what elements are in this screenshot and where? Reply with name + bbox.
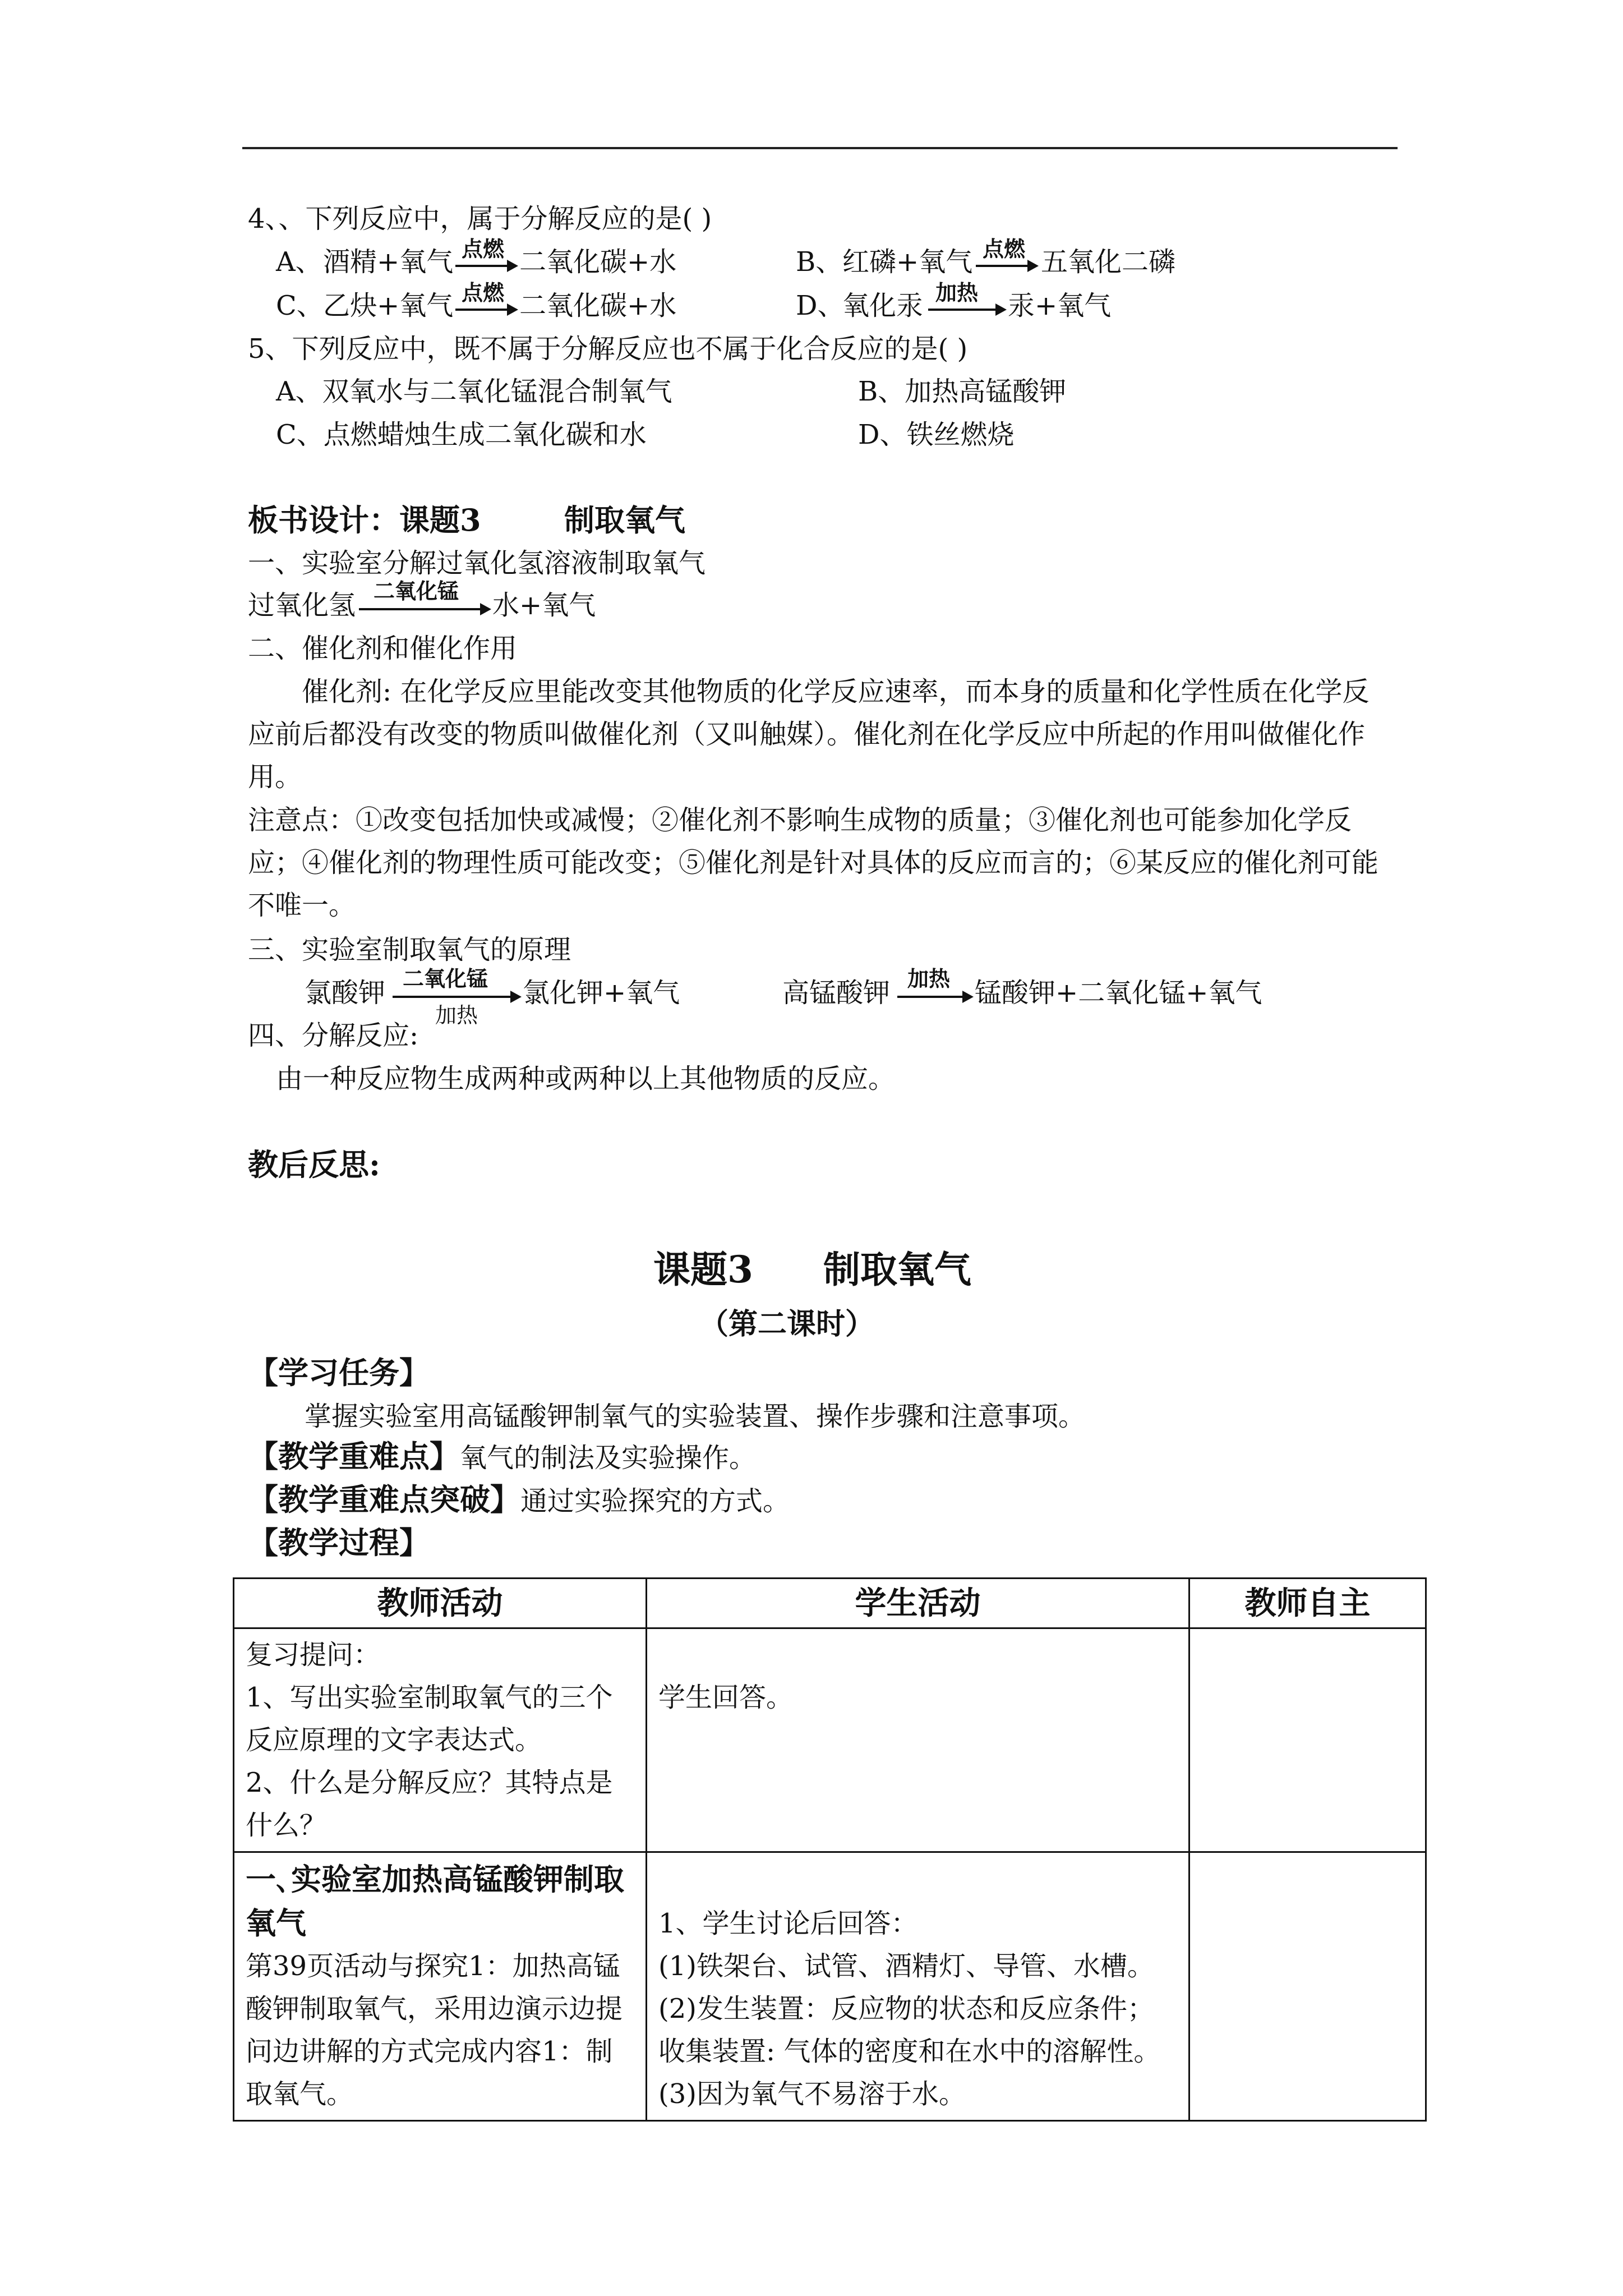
table-row bbox=[234, 1628, 1426, 1852]
row1-own-cell bbox=[1189, 1628, 1426, 1852]
row2-student-line: (2)发生装置：反应物的状态和反应条件； bbox=[658, 1993, 1154, 2024]
eq1-products: 水+氧气 bbox=[492, 590, 596, 621]
row2-student-line: (1)铁架台、试管、酒精灯、导管、水槽。 bbox=[658, 1950, 1154, 1982]
eq2-condition-top: 二氧化锰 bbox=[403, 967, 488, 991]
reaction-arrow-icon bbox=[928, 302, 1007, 315]
q4-c-letter: C、 bbox=[276, 290, 324, 321]
reflection-heading: 教后反思: bbox=[248, 1147, 380, 1182]
header-student-activity: 学生活动 bbox=[647, 1579, 1189, 1628]
q4-a-letter: A、 bbox=[276, 246, 322, 278]
q4-b-reactants: 红磷+氧气 bbox=[842, 246, 973, 278]
eq1-condition: 二氧化锰 bbox=[374, 579, 459, 604]
eq2-reactant: 氯酸钾 bbox=[305, 977, 386, 1009]
header-teacher-own: 教师自主 bbox=[1189, 1579, 1426, 1628]
q4-d-letter: D、 bbox=[796, 290, 845, 321]
row1-student-line: 学生回答。 bbox=[658, 1682, 794, 1713]
lesson-subtitle: （第二课时） bbox=[699, 1307, 875, 1341]
row1-teacher-line: 2、什么是分解反应？其特点是什么？ bbox=[246, 1767, 613, 1841]
q4-a-products: 二氧化碳+水 bbox=[519, 246, 677, 278]
row1-teacher-line: 复习提问： bbox=[246, 1639, 381, 1671]
row1-teacher-line: 1、写出实验室制取氧气的三个反应原理的文字表达式。 bbox=[246, 1682, 613, 1756]
eq2-products: 氯化钾+氧气 bbox=[523, 977, 680, 1009]
row1-student-cell bbox=[647, 1628, 1189, 1852]
q4-b-products: 五氧化二磷 bbox=[1041, 246, 1176, 278]
q5-option-a: A、双氧水与二氧化锰混合制氧气 bbox=[276, 376, 672, 407]
header-teacher-activity: 教师活动 bbox=[234, 1579, 647, 1628]
q4-b-condition: 点燃 bbox=[983, 237, 1026, 261]
q4-d-products: 汞+氧气 bbox=[1008, 290, 1112, 321]
q4-stem: 4、、下列反应中，属于分解反应的是( ) bbox=[248, 203, 712, 234]
row2-student-line: (3)因为氧气不易溶于水。 bbox=[658, 2078, 966, 2110]
reaction-arrow-icon bbox=[976, 258, 1039, 272]
q4-d-reactants: 氧化汞 bbox=[842, 290, 924, 321]
row2-student-line: 收集装置: 气体的密度和在水中的溶解性。 bbox=[658, 2036, 1161, 2067]
decomposition-definition: 由一种反应物生成两种或两种以上其他物质的反应。 bbox=[276, 1063, 896, 1094]
table-header-row bbox=[234, 1579, 1426, 1628]
q4-c-condition: 点燃 bbox=[462, 280, 505, 305]
eq2-condition-bottom: 加热 bbox=[435, 1003, 478, 1028]
q4-a-reactants: 酒精+氧气 bbox=[323, 246, 454, 278]
reaction-arrow-icon bbox=[455, 258, 518, 272]
row1-teacher-cell bbox=[234, 1628, 647, 1852]
row2-teacher-cell bbox=[234, 1852, 647, 2121]
q4-c-products: 二氧化碳+水 bbox=[519, 290, 677, 321]
key-points-line bbox=[248, 1438, 756, 1476]
board-section-1: 一、实验室分解过氧化氢溶液制取氧气 bbox=[248, 547, 706, 579]
reaction-arrow-icon bbox=[359, 601, 491, 615]
q4-d-condition: 加热 bbox=[935, 280, 979, 305]
eq3-products: 锰酸钾+二氧化锰+氧气 bbox=[975, 977, 1262, 1009]
breakthrough-text: 通过实验探究的方式。 bbox=[520, 1485, 790, 1517]
board-section-3: 三、实验室制取氧气的原理 bbox=[248, 934, 571, 965]
q5-option-c: C、点燃蜡烛生成二氧化碳和水 bbox=[276, 419, 647, 450]
board-section-4: 四、分解反应: bbox=[248, 1020, 419, 1051]
lesson-title-topic: 制取氧气 bbox=[823, 1248, 971, 1291]
q5-stem: 5、下列反应中，既不属于分解反应也不属于化合反应的是( ) bbox=[248, 333, 968, 365]
row2-student-line: 1、学生讨论后回答： bbox=[658, 1908, 918, 1939]
q4-a-condition: 点燃 bbox=[462, 237, 505, 261]
row2-own-cell bbox=[1189, 1852, 1426, 2121]
q5-option-b: B、加热高锰酸钾 bbox=[858, 376, 1067, 407]
reaction-arrow-icon bbox=[455, 302, 518, 315]
eq3-reactant: 高锰酸钾 bbox=[782, 977, 891, 1009]
table-row bbox=[234, 1852, 1426, 2121]
q4-b-letter: B、 bbox=[796, 246, 843, 278]
reaction-arrow-icon bbox=[897, 989, 974, 1002]
task-label: 【学习任务】 bbox=[248, 1355, 430, 1391]
key-points-text: 氧气的制法及实验操作。 bbox=[460, 1442, 757, 1474]
q5-option-d: D、铁丝燃烧 bbox=[858, 419, 1015, 450]
eq1-reactant: 过氧化氢 bbox=[248, 590, 356, 621]
row2-teacher-heading: 一､实验室加热高锰酸钾制取氧气 bbox=[246, 1861, 624, 1941]
lesson-title-number: 课题3 bbox=[653, 1248, 753, 1291]
catalyst-definition-text: : 在化学反应里能改变其他物质的化学反应速率，而本身的质量和化学性质在化学反应前后都没有改变的物质叫做催化剂（又叫触媒）。催化剂在化学反应中所起的作用叫做催化作用。 bbox=[248, 676, 1370, 793]
reaction-arrow-icon bbox=[393, 989, 522, 1002]
task-text: 掌握实验室用高锰酸钾制氧气的实验装置、操作步骤和注意事项。 bbox=[305, 1401, 1086, 1432]
catalyst-term: 催化剂 bbox=[302, 676, 383, 707]
board-section-2: 二、催化剂和催化作用 bbox=[248, 633, 518, 664]
key-points-label: 【教学重难点】 bbox=[248, 1438, 460, 1474]
teaching-process-table bbox=[233, 1577, 1427, 2122]
header-rule bbox=[242, 147, 1398, 149]
breakthrough-label: 【教学重难点突破】 bbox=[248, 1481, 520, 1517]
catalyst-notes: 注意点：①改变包括加快或减慢；②催化剂不影响生成物的质量；③催化剂也可能参加化学反应；④催化剂的物理性质可能改变；⑤催化剂是针对具体的反应而言的；⑥某反应的催化剂可能不唯一。 bbox=[248, 804, 1379, 921]
breakthrough-line bbox=[248, 1481, 790, 1519]
catalyst-definition bbox=[248, 670, 1392, 798]
board-heading-topic: 制取氧气 bbox=[564, 502, 685, 538]
row2-teacher-text: 第39页活动与探究1：加热高锰酸钾制取氧气，采用边演示边提问边讲解的方式完成内容1：制取氧气。 bbox=[246, 1950, 623, 2110]
row2-student-cell bbox=[647, 1852, 1189, 2121]
eq3-condition: 加热 bbox=[907, 967, 951, 991]
process-label: 【教学过程】 bbox=[248, 1525, 430, 1561]
board-heading-label: 板书设计：课题3 bbox=[248, 502, 481, 538]
q4-c-reactants: 乙炔+氧气 bbox=[323, 290, 454, 321]
